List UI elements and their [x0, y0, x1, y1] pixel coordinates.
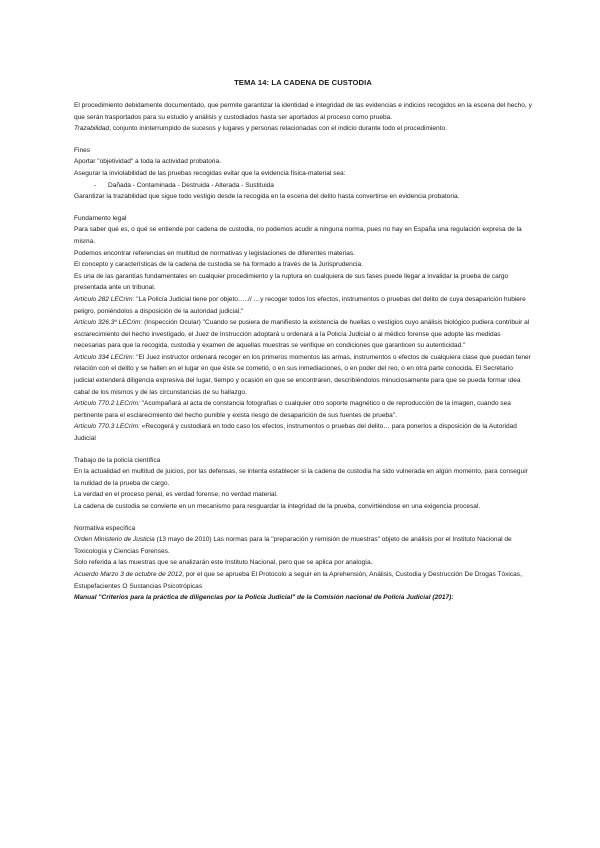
article-770-2-text: "Acompañará al acta de constancia fotografías o cualquier otro soporte magnético o de reproducción de la imagen, cuando sea pertinente para el esclarecimiento del hecho punible y exista riesgo de desaparición de sus fuentes de prueba".	[74, 400, 511, 419]
section-heading-fines: Fines	[74, 146, 91, 154]
article-770-3	[74, 421, 532, 444]
fines-bullet-text: Dañada - Contaminada - Destruida - Alterada - Sustituida	[108, 181, 274, 189]
article-770-2	[74, 398, 532, 421]
fundamento-line-3: El concepto y características de la cadena de custodia se ha formado a través de la Jurisprudencia.	[74, 261, 363, 269]
article-334-text: "El Juez instructor ordenará recoger en los primeros momentos las armas, instrumentos o efectos de cualquiera clase que puedan tener relación con el delito y se hallen en el lugar en que éste se cometió, o en sus inmediaciones, o en poder del reo, o en otra parte conocida. El Secretario judicial extenderá diligencia expresiva del lugar, tiempo y ocasión en que se encontraren, describiéndolos minuciosamente para que se pueda formar idea cabal de los mismos y de las circunstancias de su hallazgo.	[74, 353, 531, 396]
article-770-3-label: Artículo 770.3 LECrim:	[74, 423, 140, 431]
article-326-label: Artículo 326.3º LECrim:	[74, 319, 143, 327]
fundamento-line-1: Para saber qué es, o qué se entiende por cadena de custodia, no podemos acudir a ninguna norma, pues no hay en España una regulación expresa de la misma.	[74, 226, 522, 245]
article-326	[74, 317, 532, 352]
fines-line-1: Aportar "objetividad" a toda la actividad probatoria.	[74, 158, 221, 166]
normativa-agreement-text: , por el que se aprueba El Protocolo a seguir en la Aprehensión, Análisis, Custodia y Destrucción De Drogas Tóxicas, Estupefacientes O Sustancias Psicotrópicas	[74, 570, 522, 590]
intro-definition: El procedimiento debidamente documentado, que permite garantizar la identidad e integridad de las evidencias e indicios recogidos en la escena del hecho, y que serán trasportados para su estudio y análisis y custodiados hasta ser aportados al proceso como prueba.	[74, 102, 532, 121]
normativa-order	[74, 534, 532, 557]
normativa-manual-text: Manual "Criterios para la práctica de diligencias por la Policía Judicial" de la Comisión nacional de Policía Judicial (2017):	[74, 594, 454, 602]
section-heading-normativa: Normativa específica	[74, 524, 136, 532]
fines-bullet	[74, 180, 532, 192]
intro-traceability	[74, 123, 532, 135]
normativa-line-2: Solo referida a las muestras que se analizarán este Instituto Nacional, pero que se aplica por analogía.	[74, 559, 373, 567]
page-title: TEMA 14: LA CADENA DE CUSTODIA	[234, 78, 372, 87]
article-282-label: Artículo 282 LECrim:	[74, 295, 135, 303]
normativa-manual	[74, 592, 532, 604]
document-page	[74, 78, 532, 604]
dash-bullet-icon: -	[94, 181, 97, 189]
normativa-order-text: (13 mayo de 2010) Las normas para la "preparación y remisión de muestras" objeto de análisis por el Instituto Nacional de Toxicología y Ciencias Forenses.	[74, 536, 512, 555]
traceability-definition: , conjunto ininterrumpido de sucesos y lugares y personas relacionadas con el indicio durante todo el procedimiento.	[109, 125, 447, 133]
traceability-term: Trazabilidad	[74, 125, 110, 133]
trabajo-line-3: La cadena de custodia se convierte en un mecanismo para resguardar la integridad de la prueba, convirtiéndose en una exigencia procesal.	[74, 503, 481, 510]
fines-line-3: Garantizar la trazabilidad que sigue todo vestigio desde la recogida en la escena del delito hasta convertirse en evidencia probatoria.	[74, 193, 460, 201]
section-heading-trabajo: Trabajo de la policía científica	[74, 456, 161, 464]
normativa-agreement	[74, 569, 532, 592]
article-326-text: (Inspección Ocular) "Cuando se pusiera de manifiesto la existencia de huellas o vestigios cuyo análisis biológico pudiera contribuir al esclarecimiento del hecho investigado, el Juez de Instrucción adoptará u ordenará a la Policía Judicial o al médico forense que adopte las medidas necesarias para que la recogida, custodia y examen de aquellas muestras se verifique en condiciones que garanticen su autenticidad."	[74, 319, 530, 350]
article-770-2-label: Artículo 770.2 LECrim:	[74, 400, 140, 408]
fundamento-line-2: Podemos encontrar referencias en multitud de normativas y legislaciones de diferentes materias.	[74, 249, 355, 257]
article-282-text: "La Policía Judicial tiene por objeto…..// …y recoger todos los efectos, instrumentos o pruebas del delito de cuya desaparición hubiere peligro, poniéndolos a disposición de la autoridad judicial."	[74, 295, 526, 315]
trabajo-line-1: En la actualidad en multitud de juicios, por las defensas, se intenta establecer si la cadena de custodia ha sido vulnerada en algún momento, para conseguir la nulidad de la prueba de cargo.	[74, 468, 528, 487]
normativa-order-label: Orden Ministerio de Justicia	[74, 536, 155, 544]
article-770-3-text: «Recogerá y custodiará en todo caso los efectos, instrumentos o pruebas del delito… para ponerlos a disposición de la Autoridad Judicial	[74, 423, 517, 443]
fines-line-2: Asegurar la inviolabilidad de las pruebas recogidas evitar que la evidencia física-material sea:	[74, 169, 346, 177]
section-heading-fundamento: Fundamento legal	[74, 214, 127, 222]
article-334-label: Artículo 334 LECrim:	[74, 353, 135, 361]
article-282	[74, 294, 532, 317]
article-334	[74, 352, 532, 398]
normativa-agreement-label: Acuerdo Marzo 3 de octubre de 2012	[74, 570, 183, 578]
trabajo-line-2: La verdad en el proceso penal, es verdad forense, no verdad material.	[74, 491, 278, 499]
fundamento-line-4: Es una de las garantías fundamentales en cualquier procedimiento y la ruptura en cualquiera de sus fases puede llegar a invalidar la prueba de cargo presentada ante un tribunal.	[74, 272, 509, 292]
